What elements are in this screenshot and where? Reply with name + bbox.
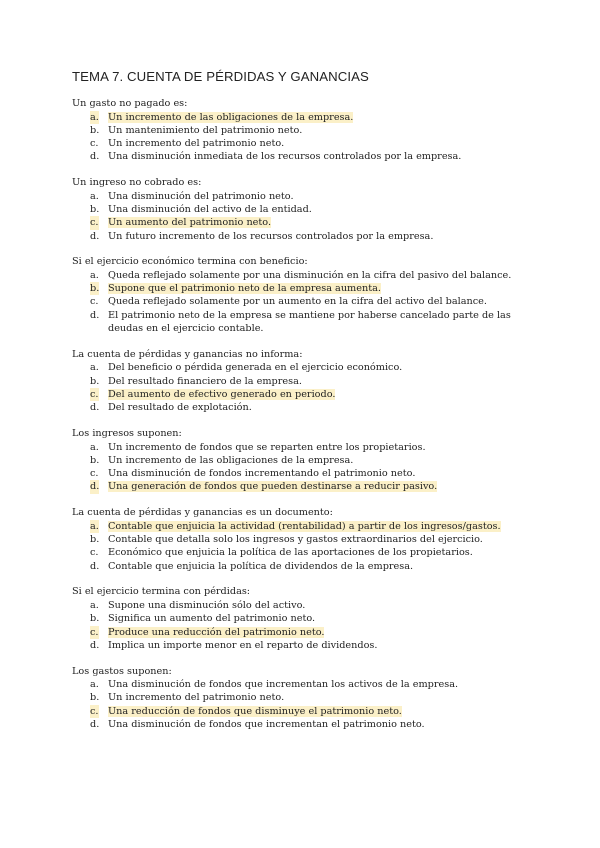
option-text: Una generación de fondos que pueden destinarse a reducir pasivo. xyxy=(108,481,438,493)
option-letter: b. xyxy=(90,692,100,704)
option-letter: a. xyxy=(90,520,99,532)
option-text: Un incremento de las obligaciones de la empresa. xyxy=(108,454,354,466)
answer-option-highlighted xyxy=(72,216,532,229)
option-letter: c. xyxy=(90,388,99,400)
option-list xyxy=(72,520,532,573)
option-text: Supone que el patrimonio neto de la empresa aumenta. xyxy=(108,283,381,295)
option-text: Un incremento del patrimonio neto. xyxy=(108,138,285,150)
answer-option xyxy=(72,546,532,559)
answer-option xyxy=(72,150,532,163)
question-block xyxy=(72,427,532,494)
answer-option xyxy=(72,612,532,625)
answer-option xyxy=(72,441,532,454)
option-text: Una disminución inmediata de los recursos controlados por la empresa. xyxy=(108,151,462,163)
option-letter: a. xyxy=(90,679,99,691)
answer-option-highlighted xyxy=(72,282,532,295)
option-text: Implica un importe menor en el reparto de dividendos. xyxy=(108,639,378,651)
option-text: Queda reflejado solamente por una disminución en la cifra del pasivo del balance. xyxy=(108,269,512,281)
question-list xyxy=(72,97,532,744)
answer-option-highlighted xyxy=(72,626,532,639)
option-letter: b. xyxy=(90,283,100,295)
option-letter: c. xyxy=(90,138,99,150)
answer-option xyxy=(72,361,532,374)
option-letter: b. xyxy=(90,124,100,136)
answer-option xyxy=(72,639,532,652)
question-text: Los ingresos suponen: xyxy=(72,428,182,440)
option-letter: b. xyxy=(90,534,100,546)
option-text: Una disminución del activo de la entidad. xyxy=(108,203,312,215)
answer-option xyxy=(72,599,532,612)
option-text: Del resultado financiero de la empresa. xyxy=(108,375,302,387)
answer-option xyxy=(72,309,532,336)
answer-option xyxy=(72,401,532,414)
option-text: Una reducción de fondos que disminuye el patrimonio neto. xyxy=(108,705,402,717)
option-text: Del aumento de efectivo generado en periodo. xyxy=(108,388,336,400)
option-letter: b. xyxy=(90,375,100,387)
option-text: Una disminución de fondos incrementando el patrimonio neto. xyxy=(108,468,416,480)
answer-option xyxy=(72,269,532,282)
question-block xyxy=(72,506,532,573)
option-text: Supone una disminución sólo del activo. xyxy=(108,599,306,611)
option-letter: c. xyxy=(90,626,99,638)
option-letter: a. xyxy=(90,599,99,611)
option-text: Un incremento de fondos que se reparten entre los propietarios. xyxy=(108,441,426,453)
answer-option xyxy=(72,295,532,308)
answer-option xyxy=(72,467,532,480)
option-text: Una disminución de fondos que incrementan el patrimonio neto. xyxy=(108,719,425,730)
answer-option-highlighted xyxy=(72,388,532,401)
option-letter: c. xyxy=(90,217,99,229)
option-text: Una disminución de fondos que incrementan los activos de la empresa. xyxy=(108,679,459,691)
option-list xyxy=(72,361,532,414)
option-letter: d. xyxy=(90,230,100,242)
option-list xyxy=(72,599,532,652)
page-title: TEMA 7. CUENTA DE PÉRDIDAS Y GANANCIAS xyxy=(72,69,369,84)
option-letter: c. xyxy=(90,468,99,480)
question-text: Si el ejercicio termina con pérdidas: xyxy=(72,586,251,598)
question-text: Un ingreso no cobrado es: xyxy=(72,177,202,189)
answer-option xyxy=(72,190,532,203)
option-list xyxy=(72,441,532,494)
option-text: Un aumento del patrimonio neto. xyxy=(108,217,272,229)
answer-option xyxy=(72,203,532,216)
answer-option xyxy=(72,375,532,388)
option-list xyxy=(72,269,532,335)
answer-option xyxy=(72,560,532,573)
question-text: Los gastos suponen: xyxy=(72,665,172,677)
option-letter: c. xyxy=(90,547,99,559)
option-letter: a. xyxy=(90,190,99,202)
option-text: Queda reflejado solamente por un aumento en la cifra del activo del balance. xyxy=(108,296,487,308)
question-text: La cuenta de pérdidas y ganancias no informa: xyxy=(72,348,303,360)
option-text: Del resultado de explotación. xyxy=(108,402,252,414)
answer-option xyxy=(72,533,532,546)
option-letter: a. xyxy=(90,362,99,374)
option-letter: b. xyxy=(90,454,100,466)
option-text: El patrimonio neto de la empresa se mantiene por haberse cancelado parte de las deudas en el ejercicio contable. xyxy=(108,309,511,335)
option-text: Un mantenimiento del patrimonio neto. xyxy=(108,124,303,136)
answer-option xyxy=(72,678,532,691)
answer-option-highlighted xyxy=(72,520,532,533)
question-block xyxy=(72,665,532,732)
option-text: Contable que enjuicia la política de dividendos de la empresa. xyxy=(108,560,414,572)
question-block xyxy=(72,176,532,243)
option-text: Significa un aumento del patrimonio neto. xyxy=(108,613,316,625)
question-text: Un gasto no pagado es: xyxy=(72,98,188,109)
option-letter: d. xyxy=(90,481,100,493)
option-list xyxy=(72,111,532,164)
option-letter: d. xyxy=(90,560,100,572)
question-text: La cuenta de pérdidas y ganancias es un documento: xyxy=(72,507,333,519)
option-text: Un incremento del patrimonio neto. xyxy=(108,692,285,704)
option-text: Económico que enjuicia la política de las aportaciones de los propietarios. xyxy=(108,547,473,559)
answer-option xyxy=(72,454,532,467)
option-text: Contable que detalla solo los ingresos y gastos extraordinarios del ejercicio. xyxy=(108,534,483,546)
option-letter: c. xyxy=(90,296,99,308)
option-letter: d. xyxy=(90,151,100,163)
answer-option xyxy=(72,230,532,243)
answer-option xyxy=(72,718,532,731)
option-list xyxy=(72,190,532,243)
option-text: Produce una reducción del patrimonio neto. xyxy=(108,626,325,638)
answer-option-highlighted xyxy=(72,480,532,493)
answer-option-highlighted xyxy=(72,111,532,124)
question-block xyxy=(72,97,532,164)
option-letter: d. xyxy=(90,639,100,651)
option-text: Una disminución del patrimonio neto. xyxy=(108,190,294,202)
option-letter: d. xyxy=(90,719,100,730)
option-letter: a. xyxy=(90,269,99,281)
option-letter: a. xyxy=(90,111,99,123)
option-list xyxy=(72,678,532,731)
option-letter: c. xyxy=(90,705,99,717)
option-text: Un futuro incremento de los recursos controlados por la empresa. xyxy=(108,230,434,242)
option-letter: a. xyxy=(90,441,99,453)
answer-option xyxy=(72,124,532,137)
option-letter: d. xyxy=(90,402,100,414)
option-text: Del beneficio o pérdida generada en el ejercicio económico. xyxy=(108,362,403,374)
question-text: Si el ejercicio económico termina con beneficio: xyxy=(72,256,308,268)
question-block xyxy=(72,348,532,415)
question-block xyxy=(72,585,532,652)
option-letter: b. xyxy=(90,613,100,625)
answer-option-highlighted xyxy=(72,705,532,718)
answer-option xyxy=(72,691,532,704)
option-text: Contable que enjuicia la actividad (rentabilidad) a partir de los ingresos/gastos. xyxy=(108,520,501,532)
option-letter: b. xyxy=(90,203,100,215)
option-letter: d. xyxy=(90,309,100,321)
answer-option xyxy=(72,137,532,150)
question-block xyxy=(72,255,532,335)
option-text: Un incremento de las obligaciones de la empresa. xyxy=(108,111,354,123)
